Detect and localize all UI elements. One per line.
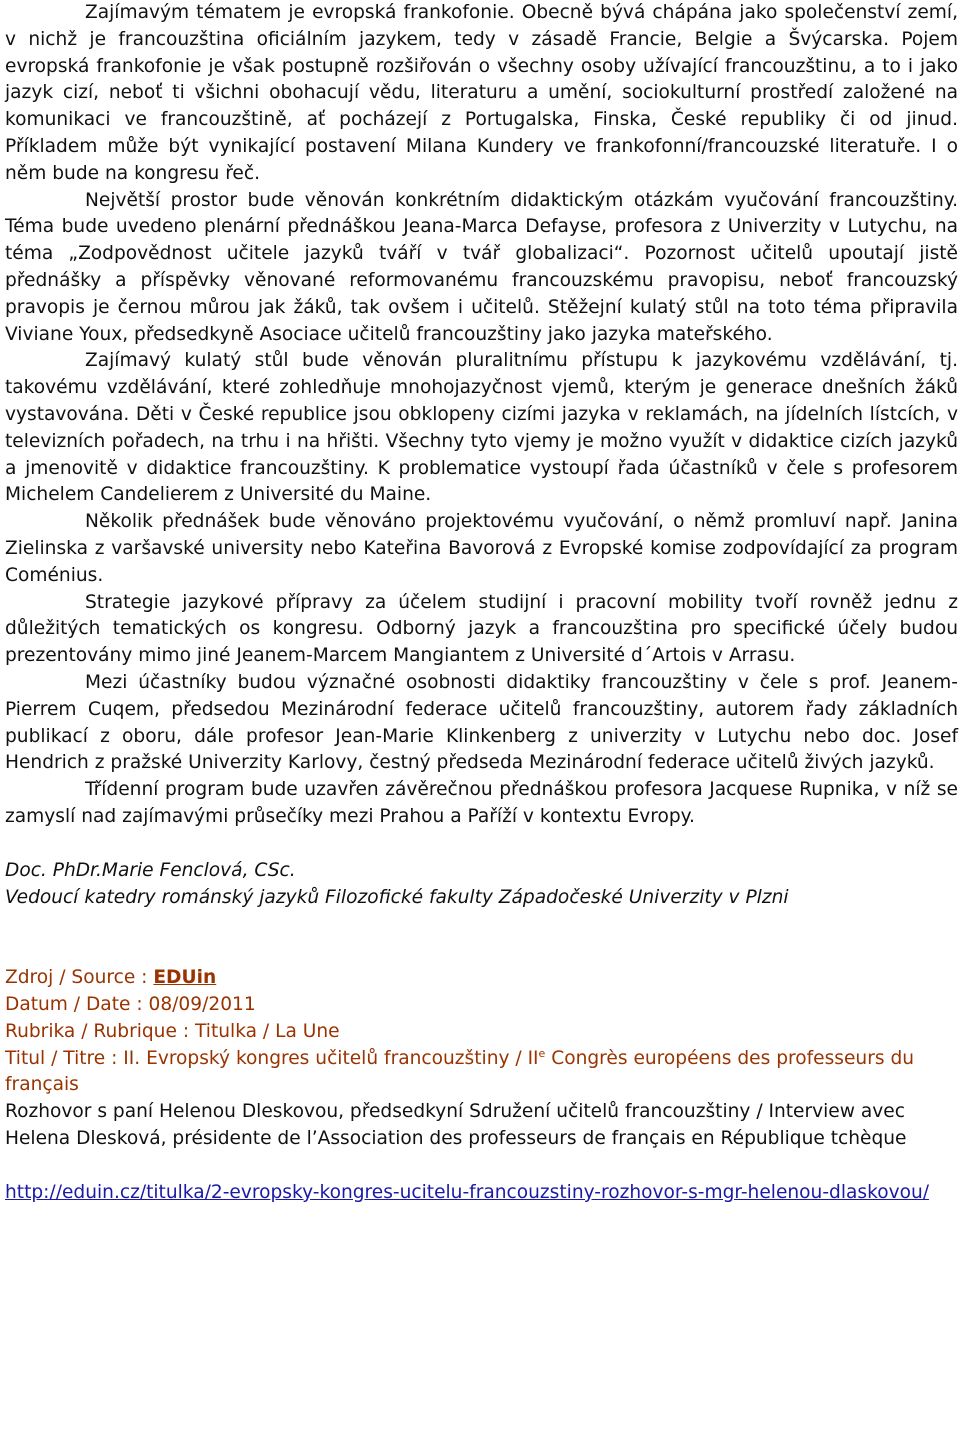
meta-title-suffix: Congrès européens des professeurs du français	[5, 1047, 915, 1096]
meta-title-superscript: e	[538, 1046, 546, 1060]
document-page	[5, 0, 958, 1207]
signature-role: Vedoucí katedry románský jazyků Filozofické fakulty Západočeské Univerzity v Plzni	[5, 886, 789, 908]
article-paragraph-frankofonie: Zajímavým tématem je evropská frankofonie. Obecně bývá chápána jako společenství zemí, v nichž je francouzština oficiálním jazykem, tedy v zásadě Francie, Belgie a Švýcarska. Pojem evropská frankofonie je však postupně rozšiřován o všechny osoby užívající francouzštinu, a to i jako jazyk cizí, neboť ti všichni obohacují vědu, literaturu a umění, sociokulturní prostředí založené na komunikaci ve francouzštině, ať pocházejí z Portugalska, Finska, České republiky či od jinud. Příkladem může být vynikající postavení Milana Kundery ve frankofonní/francouzské literatuře. I o něm bude na kongresu řeč.	[5, 2, 958, 184]
article-paragraph-closing: Třídenní program bude uzavřen závěrečnou přednáškou profesora Jacquese Rupnika, v níž se zamyslí nad zajímavými průsečíky mezi Prahou a Paříží v kontextu Evropy.	[5, 779, 958, 827]
article-paragraph-strategy: Strategie jazykové přípravy za účelem studijní i pracovní mobility tvoří rovněž jednu z důležitých tematických os kongresu. Odborný jazyk a francouzština pro specifické účely budou prezentovány mimo jiné Jeanem-Marcem Mangiantem z Université d´Artois v Arrasu.	[5, 591, 958, 667]
article-paragraph-participants: Mezi účastníky budou význačné osobnosti didaktiky francouzštiny v čele s prof. Jeanem-Pierrem Cuqem, předsedou Mezinárodní federace učitelů francouzštiny, autorem řady základních publikací z oboru, dále profesor Jean-Marie Klinkenberg z univerzity v Lutychu nebo doc. Josef Hendrich z pražské Univerzity Karlovy, čestný předseda Mezinárodní federace učitelů živých jazyků.	[5, 671, 958, 774]
spacer	[5, 831, 958, 858]
article-paragraph-projects: Několik přednášek bude věnováno projektovému vyučování, o němž promluví např. Janina Zielinska z varšavské university nebo Kateřina Bavorová z Evropské komise zodpovídající za program Coménius.	[5, 511, 958, 586]
article-paragraph-didactics: Největší prostor bude věnován konkrétním didaktickým otázkám vyučování francouzštiny. Téma bude uvedeno plenární přednáškou Jeana-Marca Defayse, profesora z Univerzity v Lutychu, na téma „Zodpovědnost učitele jazyků tváří v tvář globalizaci“. Pozornost učitelů upoutají jistě přednášky a příspěvky věnované reformovanému francouzskému pravopisu, neboť francouzský pravopis je černou můrou jak žáků, tak ovšem i učitelů. Stěžejní kulatý stůl na toto téma připravila Viviane Youx, předsedkyně Asociace učitelů francouzštiny jako jazyka mateřského.	[5, 189, 958, 345]
meta-subtitle: Rozhovor s paní Helenou Dleskovou, předsedkyní Sdružení učitelů francouzštiny / Interview avec Helena Dlesková, présidente de l’Association des professeurs de français en République tchèque	[5, 1101, 907, 1150]
spacer	[5, 1153, 958, 1180]
article-paragraph-plurality: Zajímavý kulatý stůl bude věnován pluralitnímu přístupu k jazykovému vzdělávání, tj. takovému vzdělávání, které zohledňuje mnohojazyčnost vjemů, kterým je generace dnešních žáků vystavována. Děti v České republice jsou obklopeny cizími jazyka v reklamách, na jídelních lístcích, v televizních pořadech, na trhu i na hřišti. Všechny tyto vjemy je možno využít v didaktice cizích jazyků a jmenovitě v didaktice francouzštiny. K problematice vystoupí řada účastníků v čele s profesorem Michelem Candelierem z Université du Maine.	[5, 350, 958, 506]
article-url-link[interactable]: http://eduin.cz/titulka/2-evropsky-kongres-ucitelu-francouzstiny-rozhovor-s-mgr-helenou-dlaskovou/	[5, 1181, 929, 1203]
meta-source-label: Zdroj / Source :	[5, 967, 154, 989]
meta-rubric: Rubrika / Rubrique : Titulka / La Une	[5, 1020, 340, 1042]
meta-title-prefix: Titul / Titre : II. Evropský kongres učitelů francouzštiny / II	[5, 1047, 539, 1069]
source-link[interactable]: EDUin	[153, 967, 217, 989]
meta-title	[5, 1046, 958, 1100]
signature-name: Doc. PhDr.Marie Fenclová, CSc.	[5, 859, 296, 881]
spacer	[5, 911, 958, 965]
meta-date: Datum / Date : 08/09/2011	[5, 994, 256, 1016]
meta-source	[5, 965, 958, 992]
